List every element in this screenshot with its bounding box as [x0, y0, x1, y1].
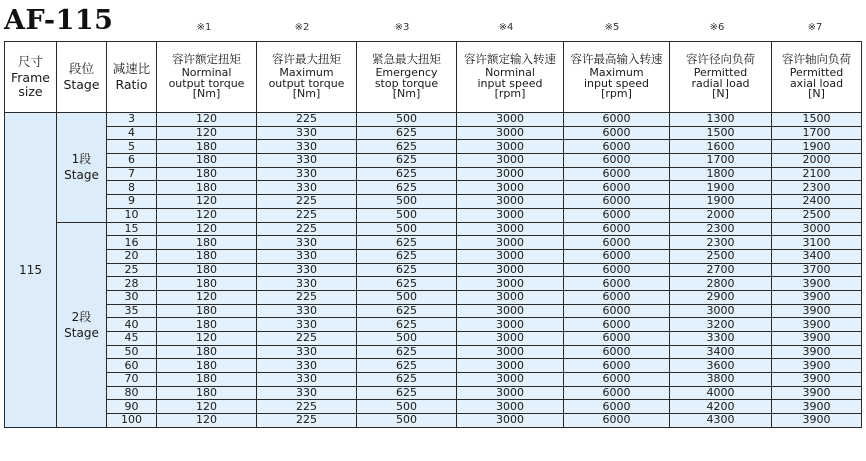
spec-table: [4, 41, 862, 428]
value-cell: 180: [157, 154, 257, 168]
value-cell: 6000: [564, 113, 670, 127]
value-cell: 120: [157, 414, 257, 428]
value-cell: 625: [357, 386, 457, 400]
value-cell: 3400: [772, 249, 862, 263]
header-en-label: [rpm]: [494, 87, 526, 101]
ratio-cell: 3: [107, 113, 157, 127]
value-cell: 6000: [564, 373, 670, 387]
value-cell: 6000: [564, 154, 670, 168]
ratio-cell: 60: [107, 359, 157, 373]
value-cell: 2100: [772, 167, 862, 181]
value-cell: 625: [357, 345, 457, 359]
table-row: [5, 140, 862, 154]
value-cell: 330: [257, 236, 357, 250]
value-cell: 1700: [670, 154, 772, 168]
value-cell: 3000: [457, 359, 564, 373]
value-cell: 6000: [564, 386, 670, 400]
value-cell: 3000: [457, 373, 564, 387]
value-cell: 225: [257, 208, 357, 222]
value-cell: 3000: [457, 181, 564, 195]
column-notes: [0, 22, 866, 38]
stage-cell: [57, 222, 107, 427]
value-cell: 330: [257, 359, 357, 373]
value-cell: 330: [257, 154, 357, 168]
value-cell: 2300: [670, 222, 772, 236]
stage-zh-label: 1段: [71, 152, 92, 167]
value-cell: 2700: [670, 263, 772, 277]
value-cell: 120: [157, 332, 257, 346]
ratio-cell: 7: [107, 167, 157, 181]
value-cell: 500: [357, 195, 457, 209]
value-cell: 3000: [772, 222, 862, 236]
value-cell: 6000: [564, 140, 670, 154]
value-cell: 6000: [564, 249, 670, 263]
header-cell-0: [5, 42, 57, 113]
value-cell: 225: [257, 332, 357, 346]
table-row: [5, 154, 862, 168]
value-cell: 3000: [457, 195, 564, 209]
value-cell: 180: [157, 236, 257, 250]
ratio-cell: 28: [107, 277, 157, 291]
value-cell: 2300: [772, 181, 862, 195]
ratio-cell: 6: [107, 154, 157, 168]
table-row: [5, 332, 862, 346]
value-cell: 500: [357, 414, 457, 428]
ratio-cell: 30: [107, 290, 157, 304]
value-cell: 2800: [670, 277, 772, 291]
header-en-label: Frame: [11, 69, 50, 85]
value-cell: 2000: [670, 208, 772, 222]
table-row: [5, 345, 862, 359]
table-row: [5, 249, 862, 263]
value-cell: 625: [357, 263, 457, 277]
header-row: [5, 42, 862, 113]
table-row: [5, 236, 862, 250]
value-cell: 625: [357, 154, 457, 168]
ratio-cell: 5: [107, 140, 157, 154]
value-cell: 6000: [564, 222, 670, 236]
value-cell: 3900: [772, 414, 862, 428]
header-en-label: [N]: [808, 87, 825, 101]
header-cell-5: [357, 42, 457, 113]
value-cell: 180: [157, 386, 257, 400]
stage-cell: [57, 113, 107, 223]
value-cell: 330: [257, 345, 357, 359]
value-cell: 625: [357, 249, 457, 263]
value-cell: 6000: [564, 236, 670, 250]
value-cell: 225: [257, 113, 357, 127]
value-cell: 120: [157, 113, 257, 127]
product-title: AF-115: [4, 5, 114, 36]
value-cell: 625: [357, 359, 457, 373]
header-en-label: stop torque: [374, 76, 439, 90]
value-cell: 3900: [772, 290, 862, 304]
ratio-cell: 35: [107, 304, 157, 318]
value-cell: 225: [257, 290, 357, 304]
header-cell-3: [157, 42, 257, 113]
value-cell: 180: [157, 304, 257, 318]
value-cell: 3000: [457, 208, 564, 222]
value-cell: 330: [257, 304, 357, 318]
stage-en-label: Stage: [64, 168, 99, 183]
header-en-label: radial load: [691, 76, 750, 90]
table-row: [5, 113, 862, 127]
note-6: ※6: [709, 22, 725, 33]
value-cell: 3300: [670, 332, 772, 346]
table-row: [5, 167, 862, 181]
value-cell: 500: [357, 208, 457, 222]
value-cell: 6000: [564, 263, 670, 277]
stage-zh-label: 2段: [71, 309, 92, 324]
value-cell: 180: [157, 140, 257, 154]
value-cell: 2300: [670, 236, 772, 250]
header-en-label: Permitted: [789, 66, 844, 80]
header-cell-1: [57, 42, 107, 113]
header-en-label: [Nm]: [392, 87, 421, 101]
header-cell-6: [457, 42, 564, 113]
header-zh-label: 容许额定扭矩: [172, 52, 241, 67]
value-cell: 3000: [457, 249, 564, 263]
table-row: [5, 373, 862, 387]
ratio-cell: 16: [107, 236, 157, 250]
value-cell: 6000: [564, 332, 670, 346]
value-cell: 3900: [772, 345, 862, 359]
value-cell: 625: [357, 167, 457, 181]
header-zh-label: 容许轴向负荷: [782, 52, 851, 67]
value-cell: 3000: [457, 113, 564, 127]
value-cell: 3000: [457, 332, 564, 346]
value-cell: 3000: [457, 400, 564, 414]
value-cell: 2500: [670, 249, 772, 263]
header-en-label: input speed: [477, 76, 543, 90]
header-zh-label: 尺寸: [17, 53, 43, 69]
value-cell: 625: [357, 236, 457, 250]
value-cell: 6000: [564, 304, 670, 318]
header-cell-8: [670, 42, 772, 113]
header-en-label: Maximum: [589, 66, 644, 80]
value-cell: 1500: [772, 113, 862, 127]
value-cell: 120: [157, 208, 257, 222]
table-row: [5, 386, 862, 400]
value-cell: 120: [157, 126, 257, 140]
value-cell: 1500: [670, 126, 772, 140]
value-cell: 120: [157, 195, 257, 209]
value-cell: 225: [257, 414, 357, 428]
value-cell: 330: [257, 140, 357, 154]
table-row: [5, 195, 862, 209]
header-cell-7: [564, 42, 670, 113]
header-en-label: Maximum: [279, 66, 334, 80]
table-row: [5, 359, 862, 373]
ratio-cell: 25: [107, 263, 157, 277]
value-cell: 6000: [564, 195, 670, 209]
value-cell: 625: [357, 373, 457, 387]
header-en-label: size: [18, 83, 43, 99]
ratio-cell: 80: [107, 386, 157, 400]
header-en-label: output torque: [268, 76, 345, 90]
value-cell: 3100: [772, 236, 862, 250]
header-en-label: [Nm]: [292, 87, 321, 101]
ratio-cell: 100: [107, 414, 157, 428]
value-cell: 2500: [772, 208, 862, 222]
value-cell: 330: [257, 181, 357, 195]
value-cell: 3000: [457, 277, 564, 291]
table-row: [5, 414, 862, 428]
value-cell: 4000: [670, 386, 772, 400]
header-zh-label: 容许径向负荷: [686, 52, 755, 67]
value-cell: 1900: [772, 140, 862, 154]
value-cell: 3200: [670, 318, 772, 332]
value-cell: 6000: [564, 414, 670, 428]
value-cell: 3900: [772, 277, 862, 291]
value-cell: 3000: [457, 318, 564, 332]
table-row: [5, 181, 862, 195]
header-zh-label: 容许最大扭矩: [272, 52, 341, 67]
ratio-cell: 8: [107, 181, 157, 195]
note-4: ※4: [498, 22, 514, 33]
table-row: [5, 126, 862, 140]
table-row: [5, 304, 862, 318]
value-cell: 3400: [670, 345, 772, 359]
header-en-label: Norminal: [181, 66, 232, 80]
value-cell: 3900: [772, 373, 862, 387]
value-cell: 3900: [772, 386, 862, 400]
note-3: ※3: [394, 22, 410, 33]
value-cell: 3800: [670, 373, 772, 387]
value-cell: 180: [157, 249, 257, 263]
table-row: [5, 277, 862, 291]
value-cell: 3000: [457, 222, 564, 236]
value-cell: 1700: [772, 126, 862, 140]
table-row: [5, 222, 862, 236]
value-cell: 4300: [670, 414, 772, 428]
value-cell: 225: [257, 400, 357, 414]
value-cell: 2900: [670, 290, 772, 304]
value-cell: 1900: [670, 195, 772, 209]
table-row: [5, 263, 862, 277]
header-en-label: Norminal: [485, 66, 535, 80]
ratio-cell: 70: [107, 373, 157, 387]
table-row: [5, 318, 862, 332]
value-cell: 6000: [564, 126, 670, 140]
value-cell: 625: [357, 181, 457, 195]
value-cell: 3000: [457, 140, 564, 154]
value-cell: 6000: [564, 318, 670, 332]
table-row: [5, 208, 862, 222]
ratio-cell: 4: [107, 126, 157, 140]
value-cell: 180: [157, 318, 257, 332]
note-5: ※5: [604, 22, 620, 33]
value-cell: 180: [157, 263, 257, 277]
value-cell: 3600: [670, 359, 772, 373]
header-en-label: Stage: [63, 76, 100, 92]
value-cell: 625: [357, 318, 457, 332]
value-cell: 500: [357, 222, 457, 236]
value-cell: 2400: [772, 195, 862, 209]
value-cell: 6000: [564, 290, 670, 304]
value-cell: 330: [257, 263, 357, 277]
table-row: [5, 290, 862, 304]
ratio-cell: 20: [107, 249, 157, 263]
value-cell: 3900: [772, 400, 862, 414]
value-cell: 3000: [670, 304, 772, 318]
value-cell: 180: [157, 277, 257, 291]
value-cell: 120: [157, 400, 257, 414]
value-cell: 3900: [772, 332, 862, 346]
header-en-label: Emergency: [375, 66, 438, 80]
value-cell: 1900: [670, 181, 772, 195]
value-cell: 3900: [772, 304, 862, 318]
value-cell: 3000: [457, 126, 564, 140]
value-cell: 3000: [457, 345, 564, 359]
value-cell: 330: [257, 249, 357, 263]
note-1: ※1: [196, 22, 212, 33]
value-cell: 6000: [564, 400, 670, 414]
value-cell: 180: [157, 167, 257, 181]
header-zh-label: 段位: [68, 60, 94, 76]
note-2: ※2: [294, 22, 310, 33]
stage-en-label: Stage: [64, 325, 99, 340]
ratio-cell: 15: [107, 222, 157, 236]
header-en-label: [rpm]: [601, 87, 632, 101]
value-cell: 225: [257, 222, 357, 236]
value-cell: 6000: [564, 181, 670, 195]
value-cell: 3000: [457, 263, 564, 277]
value-cell: 500: [357, 290, 457, 304]
header-en-label: [N]: [712, 87, 729, 101]
header-zh-label: 紧急最大扭矩: [372, 52, 441, 67]
value-cell: 625: [357, 304, 457, 318]
value-cell: 3900: [772, 359, 862, 373]
value-cell: 3700: [772, 263, 862, 277]
header-en-label: output torque: [168, 76, 245, 90]
value-cell: 3000: [457, 154, 564, 168]
value-cell: 2000: [772, 154, 862, 168]
value-cell: 625: [357, 277, 457, 291]
value-cell: 1300: [670, 113, 772, 127]
value-cell: 330: [257, 318, 357, 332]
value-cell: 180: [157, 345, 257, 359]
value-cell: 4200: [670, 400, 772, 414]
value-cell: 225: [257, 195, 357, 209]
value-cell: 500: [357, 113, 457, 127]
note-7: ※7: [807, 22, 823, 33]
value-cell: 330: [257, 386, 357, 400]
frame-size-cell: 115: [5, 113, 57, 428]
value-cell: 625: [357, 126, 457, 140]
table-row: [5, 400, 862, 414]
value-cell: 3900: [772, 318, 862, 332]
value-cell: 3000: [457, 386, 564, 400]
value-cell: 180: [157, 181, 257, 195]
header-zh-label: 容许额定输入转速: [464, 52, 556, 67]
header-en-label: [Nm]: [192, 87, 221, 101]
value-cell: 330: [257, 126, 357, 140]
header-cell-4: [257, 42, 357, 113]
header-en-label: Permitted: [693, 66, 748, 80]
value-cell: 3000: [457, 290, 564, 304]
header-en-label: axial load: [789, 76, 844, 90]
value-cell: 120: [157, 290, 257, 304]
value-cell: 3000: [457, 236, 564, 250]
ratio-cell: 50: [107, 345, 157, 359]
value-cell: 330: [257, 373, 357, 387]
value-cell: 6000: [564, 359, 670, 373]
header-cell-2: [107, 42, 157, 113]
ratio-cell: 9: [107, 195, 157, 209]
value-cell: 330: [257, 167, 357, 181]
value-cell: 625: [357, 140, 457, 154]
value-cell: 3000: [457, 414, 564, 428]
header-cell-9: [772, 42, 862, 113]
value-cell: 3000: [457, 304, 564, 318]
ratio-cell: 45: [107, 332, 157, 346]
value-cell: 6000: [564, 208, 670, 222]
header-en-label: Ratio: [115, 76, 148, 92]
value-cell: 3000: [457, 167, 564, 181]
value-cell: 1600: [670, 140, 772, 154]
value-cell: 6000: [564, 345, 670, 359]
ratio-cell: 10: [107, 208, 157, 222]
value-cell: 1800: [670, 167, 772, 181]
value-cell: 120: [157, 222, 257, 236]
value-cell: 500: [357, 400, 457, 414]
value-cell: 180: [157, 359, 257, 373]
header-en-label: input speed: [583, 76, 650, 90]
ratio-cell: 40: [107, 318, 157, 332]
value-cell: 6000: [564, 167, 670, 181]
value-cell: 330: [257, 277, 357, 291]
header-zh-label: 减速比: [112, 60, 151, 76]
value-cell: 6000: [564, 277, 670, 291]
ratio-cell: 90: [107, 400, 157, 414]
header-zh-label: 容许最高输入转速: [570, 52, 663, 67]
value-cell: 500: [357, 332, 457, 346]
value-cell: 180: [157, 373, 257, 387]
